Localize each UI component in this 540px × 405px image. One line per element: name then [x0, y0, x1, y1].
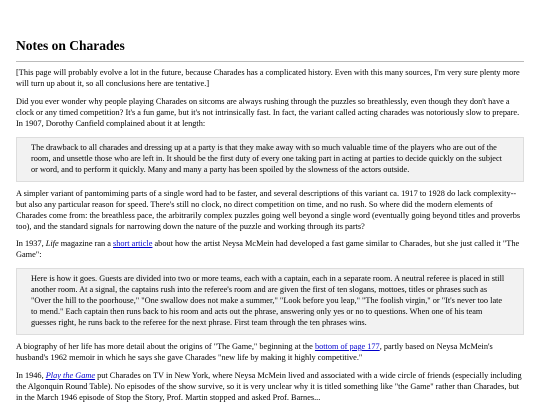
life-magazine-title: Life — [45, 239, 59, 249]
quote-canfield: The drawback to all charades and dressing up at a party is that they make away with so much valuable time of the players who are out of the room, and unsettle those who are left in. It should be the first duty of every one taking part in acting at parties to decide quickly on the subject or word, and to perform it quickly. Many and many a party has been spoiled by the slowness of the actors outside. — [16, 137, 524, 182]
paragraph-biography: A biography of her life has more detail about the origins of "The Game," beginning at the bottom of page 177, partly based on Neysa McMein's husband's 1962 memoir in which he says she gave Charades "new life by making it highly competitive." — [16, 342, 493, 362]
play-the-game-link[interactable]: Play the Game — [45, 370, 96, 380]
page-title: Notes on Charades — [16, 38, 524, 62]
quote-the-game: Here is how it goes. Guests are divided into two or more teams, each with a captain, each in a separate room. A neutral referee is placed in still another room. At a signal, the captains rush into the referee's room and are given the first of ten slogans, mottoes, titles or phrases such as "Over the hill to the poorhouse," "One swallow does not make a summer," "Look before you leap," "The foolish virgin," or "It's never too late to mend." Each captain then runs back to his room and acts out the phrase, answering only yes or no to questions. When one of his team guesses right, he runs back to the referee for the next phrase. First team through the ten phrases wins. — [16, 268, 524, 335]
paragraph-life-magazine: In 1937, Life magazine ran a short article about how the artist Neysa McMein had developed a fast game similar to Charades, but she just called it "The Game": — [16, 239, 520, 260]
paragraph-intro: Did you ever wonder why people playing Charades on sitcoms are always rushing through the puzzles so breathlessly, even though they don't have a clock or any timed competition? It's a fun game, but it's not intrinsically fast. In fact, the variant called acting charades was notoriously slow to prepare. In 1907, Dorothy Canfield complained about it at length: — [16, 97, 520, 128]
short-article-link[interactable]: short article — [113, 239, 153, 249]
paragraph-play-the-game: In 1946, Play the Game put Charades on TV in New York, where Neysa McMein lived and associated with a wide circle of friends (especially including the Algonquin Round Table). No episodes of the show survive, so it is very unclear why it is titled something like "the Game" rather than Charades, but in the March 1946 episode of Stop the Story, Prof. Martin stopped and asked Prof. Barnes... — [16, 370, 522, 402]
bottom-of-page-177-link[interactable]: bottom of page 177 — [314, 342, 380, 351]
editor-note: [This page will probably evolve a lot in the future, because Charades has a complicated history. Even with this many sources, I'm very sure plenty more will turn up about it, so all conclusions here are tentative.] — [16, 68, 520, 89]
paragraph-simpler-variant: A simpler variant of pantomiming parts of a single word had to be faster, and several descriptions of this variant ca. 1917 to 1928 do lack complexity--but also any particular reason for speed. There's still no clock, no direct competition on time, and no rush. So where did the modern elements of Charades come from: the breathless pace, the arbitrarily complex puzzles going well beyond a single word (eventually going beyond titles and proverbs too), and the standard signals for narrowing down the nature of the puzzle and working through its parts? — [16, 188, 521, 231]
